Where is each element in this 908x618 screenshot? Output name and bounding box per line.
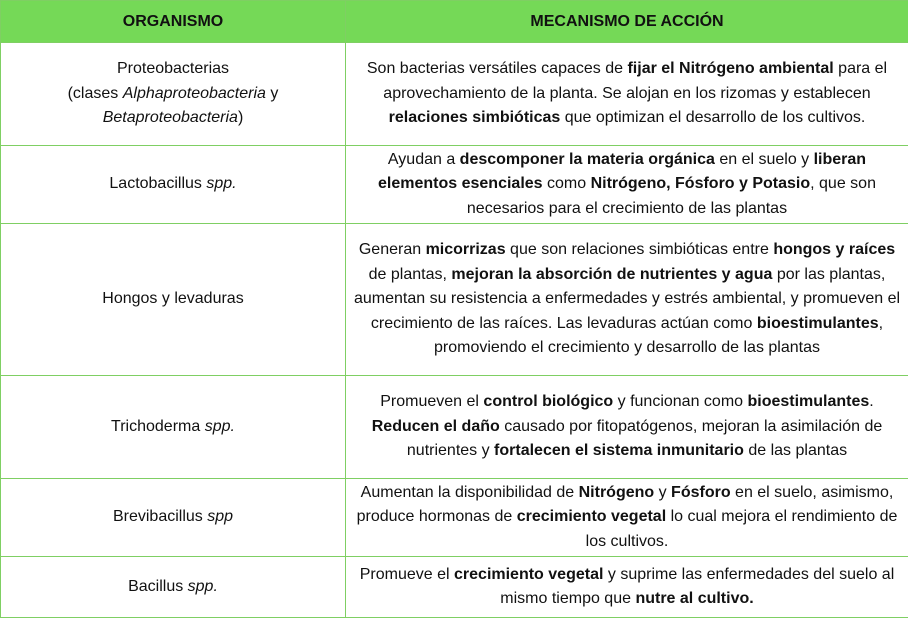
- text-segment: , promoviendo el crecimiento y desarrollo de las plantas: [434, 315, 883, 357]
- bold-text: nutre al cultivo.: [635, 590, 753, 607]
- bold-text: crecimiento vegetal: [454, 566, 603, 583]
- text-segment: que optimizan el desarrollo de los cultivos.: [560, 109, 865, 126]
- table-row: [1, 557, 908, 618]
- italic-text: spp: [207, 508, 233, 525]
- italic-text: Alphaproteobacteria: [123, 85, 266, 102]
- text-segment: .: [869, 393, 873, 410]
- table-row: [1, 146, 908, 224]
- table-row: [1, 224, 908, 376]
- mechanism-cell: [346, 376, 908, 479]
- bold-text: descomponer la materia orgánica: [460, 151, 715, 168]
- bold-text: bioestimulantes: [747, 393, 869, 410]
- bold-text: crecimiento vegetal: [517, 508, 666, 525]
- organism-cell: [1, 224, 346, 376]
- organism-cell: [1, 557, 346, 618]
- text-segment: Ayudan a: [388, 151, 460, 168]
- italic-text: spp.: [188, 578, 218, 595]
- bold-text: Reducen el daño: [372, 418, 500, 435]
- bold-text: mejoran la absorción de nutrientes y agua: [451, 266, 772, 283]
- bold-text: Nitrógeno: [579, 484, 655, 501]
- bold-text: Nitrógeno, Fósforo y Potasio: [591, 175, 811, 192]
- italic-text: Betaproteobacteria: [103, 109, 238, 126]
- text-segment: Aumentan la disponibilidad de: [361, 484, 579, 501]
- text-segment: que son relaciones simbióticas entre: [506, 241, 774, 258]
- italic-text: spp.: [206, 175, 236, 192]
- text-segment: y funcionan como: [613, 393, 747, 410]
- organism-cell: [1, 146, 346, 224]
- text-segment: lo cual mejora el rendimiento de los cultivos.: [586, 508, 898, 550]
- organism-cell: [1, 376, 346, 479]
- text-segment: , que son necesarios para el crecimiento de las plantas: [467, 175, 876, 217]
- bold-text: relaciones simbióticas: [389, 109, 561, 126]
- text-segment: Brevibacillus: [113, 508, 207, 525]
- mechanism-cell: [346, 557, 908, 618]
- mechanism-cell: [346, 146, 908, 224]
- bold-text: control biológico: [483, 393, 613, 410]
- text-segment: Trichoderma: [111, 418, 205, 435]
- bold-text: fijar el Nitrógeno ambiental: [627, 60, 833, 77]
- text-segment: y: [266, 85, 278, 102]
- text-segment: de las plantas: [744, 442, 847, 459]
- text-segment: Proteobacterias: [117, 60, 229, 77]
- text-segment: Son bacterias versátiles capaces de: [367, 60, 628, 77]
- bold-text: liberan elementos esenciales: [378, 151, 866, 193]
- text-segment: ): [238, 109, 243, 126]
- text-segment: por las plantas, aumentan su resistencia a enfermedades y estrés ambiental, y promueven el crecimiento de las raíces. Las levaduras actúan como: [354, 266, 900, 332]
- text-segment: Lactobacillus: [109, 175, 206, 192]
- text-segment: Promueve el: [360, 566, 454, 583]
- bold-text: micorrizas: [426, 241, 506, 258]
- text-segment: y suprime las enfermedades del suelo al mismo tiempo que: [500, 566, 894, 608]
- text-segment: Hongos y levaduras: [102, 290, 243, 307]
- text-segment: en el suelo y: [715, 151, 814, 168]
- bold-text: fortalecen el sistema inmunitario: [494, 442, 744, 459]
- text-segment: causado por fitopatógenos, mejoran la asimilación de nutrientes y: [407, 418, 882, 460]
- table-row: [1, 479, 908, 557]
- header-mecanismo: MECANISMO DE ACCIÓN: [346, 1, 908, 43]
- text-segment: Generan: [359, 241, 426, 258]
- mechanism-cell: [346, 43, 908, 146]
- text-segment: como: [543, 175, 591, 192]
- header-organismo: ORGANISMO: [1, 1, 346, 43]
- bold-text: hongos y raíces: [773, 241, 895, 258]
- bold-text: Fósforo: [671, 484, 731, 501]
- bold-text: bioestimulantes: [757, 315, 879, 332]
- organism-cell: [1, 479, 346, 557]
- table-row: [1, 376, 908, 479]
- text-segment: (clases: [68, 85, 123, 102]
- text-segment: Bacillus: [128, 578, 188, 595]
- header-row: [1, 1, 908, 43]
- text-segment: de plantas,: [369, 266, 452, 283]
- italic-text: spp.: [205, 418, 235, 435]
- organism-cell: [1, 43, 346, 146]
- text-segment: en el suelo, asimismo, produce hormonas de: [357, 484, 894, 526]
- text-segment: para el aprovechamiento de la planta. Se alojan en los rizomas y establecen: [383, 60, 887, 102]
- text-segment: y: [654, 484, 671, 501]
- text-segment: Promueven el: [380, 393, 483, 410]
- table-row: [1, 43, 908, 146]
- mechanism-cell: [346, 479, 908, 557]
- mechanism-cell: [346, 224, 908, 376]
